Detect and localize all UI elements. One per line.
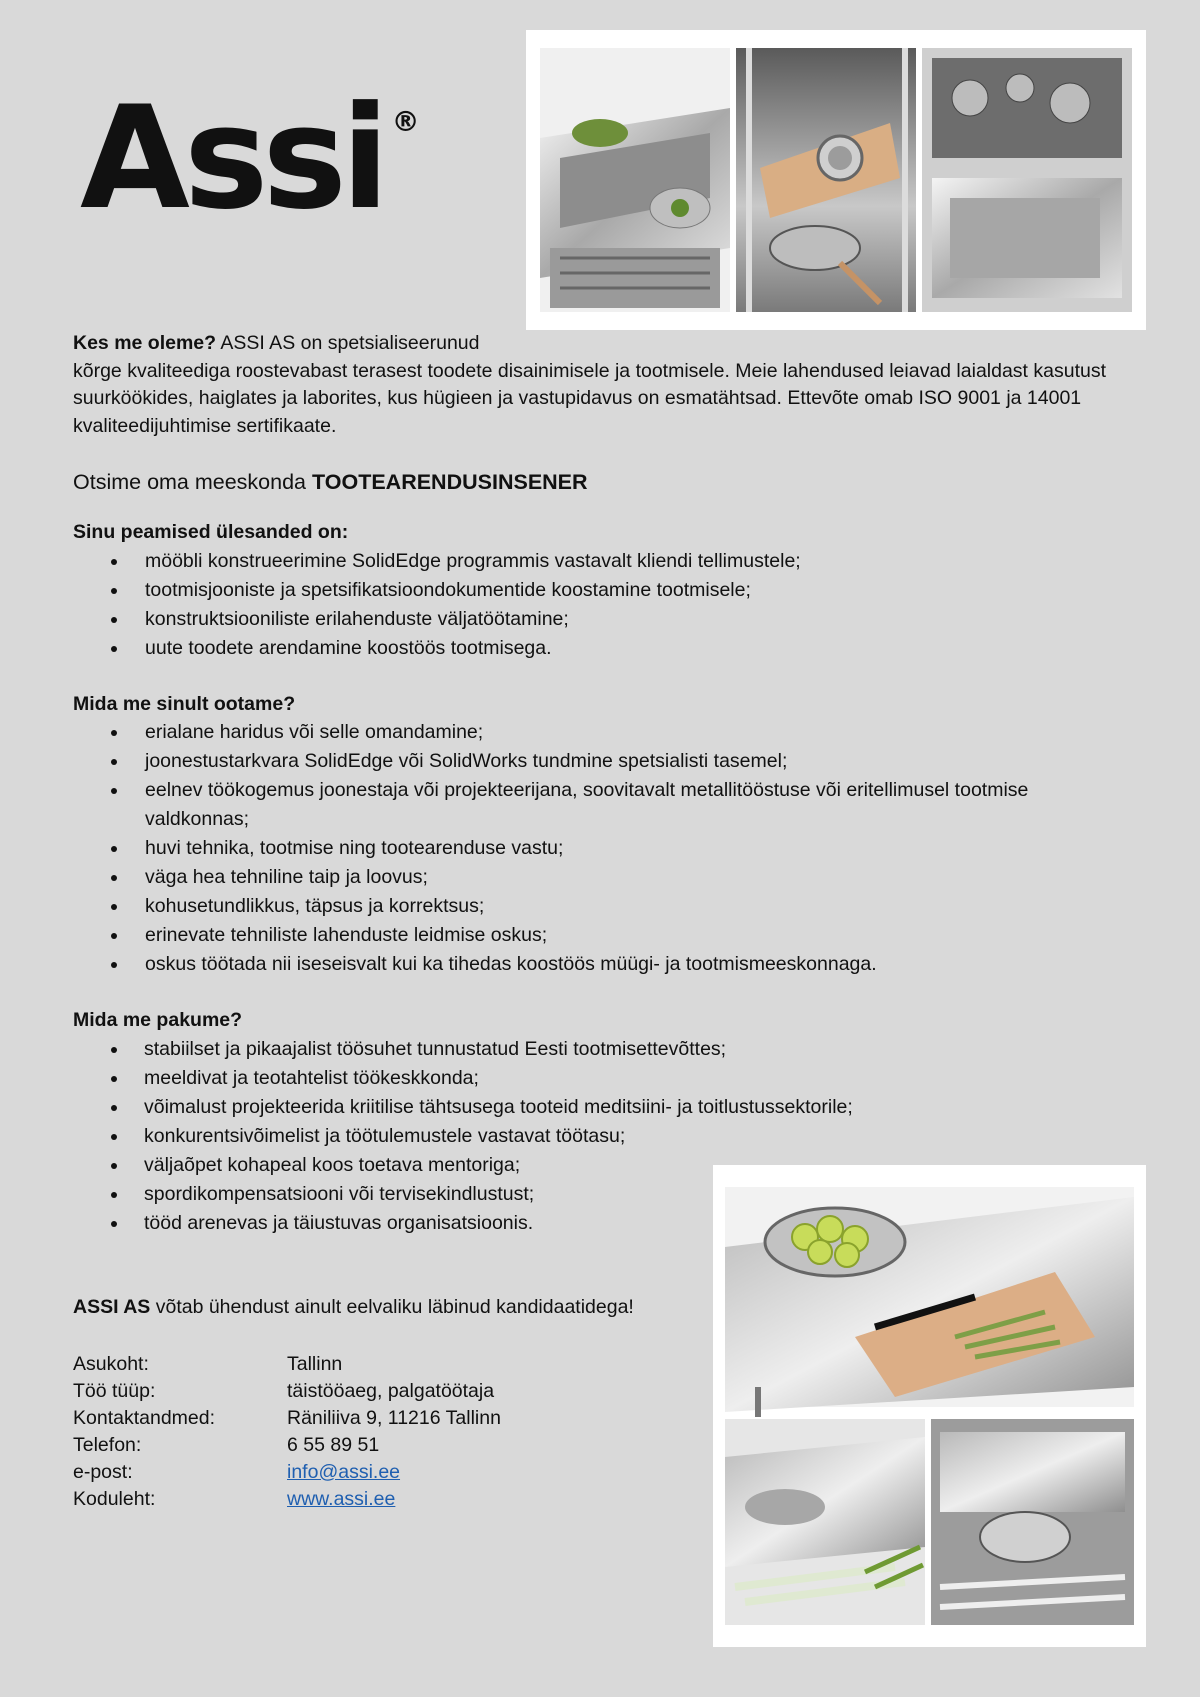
- contact-label: Telefon:: [73, 1434, 142, 1456]
- intro-first-text: ASSI AS on spetsialiseerunud: [220, 332, 480, 354]
- contact-row-email: [73, 1459, 1133, 1486]
- list-item: võimalust projekteerida kriitilise tähtsusega tooteid meditsiini- ja toitlustussektorile;: [73, 1093, 1133, 1122]
- company-logo: [80, 76, 420, 241]
- contact-row-phone: [73, 1432, 1133, 1459]
- list-item: tootmisjooniste ja spetsifikatsioondokumentide koostamine tootmisele;: [73, 576, 1133, 605]
- notice-text: võtab ühendust ainult eelvaliku läbinud kandidaatidega!: [155, 1295, 634, 1318]
- contact-row-website: [73, 1486, 1133, 1513]
- kitchen-photo-collage-top: [526, 30, 1146, 330]
- list-item: meeldivat ja teotahtelist töökeskkonda;: [73, 1064, 1133, 1093]
- list-item: erialane haridus või selle omandamine;: [73, 718, 1133, 747]
- list-item: mööbli konstrueerimine SolidEdge programmis vastavalt kliendi tellimustele;: [73, 547, 1133, 576]
- website-link[interactable]: www.assi.ee: [287, 1488, 396, 1510]
- contact-notice: [73, 1294, 1133, 1322]
- contact-label: Kontaktandmed:: [73, 1407, 216, 1429]
- expectations-list: [73, 718, 1133, 979]
- steel-furniture-image: [540, 48, 1132, 312]
- contact-label: Koduleht:: [73, 1488, 156, 1510]
- contact-value: Räniliiva 9, 11216 Tallinn: [287, 1407, 501, 1429]
- contact-label: e-post:: [73, 1461, 133, 1483]
- list-item: stabiilset ja pikaajalist töösuhet tunnustatud Eesti tootmisettevõttes;: [73, 1035, 1133, 1064]
- contact-label: Asukoht:: [73, 1353, 149, 1375]
- contact-value: 6 55 89 51: [287, 1434, 380, 1456]
- contact-row-address: [73, 1405, 1133, 1432]
- duties-heading: Sinu peamised ülesanded on:: [73, 521, 349, 543]
- position-title: TOOTEARENDUSINSENER: [312, 470, 588, 494]
- contact-label: Töö tüüp:: [73, 1380, 156, 1402]
- email-link[interactable]: info@assi.ee: [287, 1461, 401, 1483]
- list-item: huvi tehnika, tootmise ning tootearenduse vastu;: [73, 834, 1133, 863]
- contact-row-location: [73, 1351, 1133, 1378]
- seeking-prefix: Otsime oma meeskonda: [73, 470, 307, 494]
- list-item: erinevate tehniliste lahenduste leidmise oskus;: [73, 921, 1133, 950]
- list-item: kohusetundlikkus, täpsus ja korrektsus;: [73, 892, 1133, 921]
- logo-text: Assi: [80, 76, 384, 241]
- job-ad-content: [73, 330, 1133, 1513]
- list-item: spordikompensatsiooni või tervisekindlustust;: [73, 1180, 1133, 1209]
- contact-value: täistööaeg, palgatöötaja: [287, 1380, 495, 1402]
- list-item: tööd arenevas ja täiustuvas organisatsioonis.: [73, 1209, 1133, 1238]
- intro-lead: Kes me oleme?: [73, 332, 217, 354]
- intro-first-line: [73, 330, 503, 358]
- list-item: joonestustarkvara SolidEdge või SolidWorks tundmine spetsialisti tasemel;: [73, 747, 1133, 776]
- registered-mark: ®: [391, 105, 420, 138]
- list-item: konstruktsiooniliste erilahenduste väljatöötamine;: [73, 605, 1133, 634]
- list-item: väljaõpet kohapeal koos toetava mentoriga;: [73, 1151, 1133, 1180]
- contact-value: Tallinn: [287, 1353, 343, 1375]
- notice-company: ASSI AS: [73, 1295, 151, 1318]
- seeking-line: [73, 467, 1133, 497]
- offers-heading: Mida me pakume?: [73, 1009, 243, 1031]
- expectations-heading: Mida me sinult ootame?: [73, 692, 296, 715]
- list-item: uute toodete arendamine koostöös tootmisega.: [73, 634, 1133, 663]
- list-item: oskus töötada nii iseseisvalt kui ka tihedas koostöös müügi- ja tootmismeeskonnaga.: [73, 950, 1133, 979]
- list-item: väga hea tehniline taip ja loovus;: [73, 863, 1133, 892]
- contact-row-job-type: [73, 1378, 1133, 1405]
- intro-text: kõrge kvaliteediga roostevabast terasest toodete disainimisele ja tootmisele. Meie lahendused leiavad laialdast kasutust suurköökides, haiglates ja laborites, kus hügieen ja vastupidavus on esmatähtsad. Ettevõte omab ISO 9001 ja 14001 kvaliteedijuhtimise sertifikaate.: [73, 359, 1107, 437]
- contact-details: [73, 1351, 1133, 1513]
- duties-list: [73, 547, 1133, 663]
- list-item: konkurentsivõimelist ja töötulemustele vastavat töötasu;: [73, 1122, 1133, 1151]
- offers-list: [73, 1035, 1133, 1238]
- list-item: eelnev töökogemus joonestaja või projekteerijana, soovitavalt metallitööstuse või eritellimusel tootmise valdkonnas;: [73, 776, 1133, 834]
